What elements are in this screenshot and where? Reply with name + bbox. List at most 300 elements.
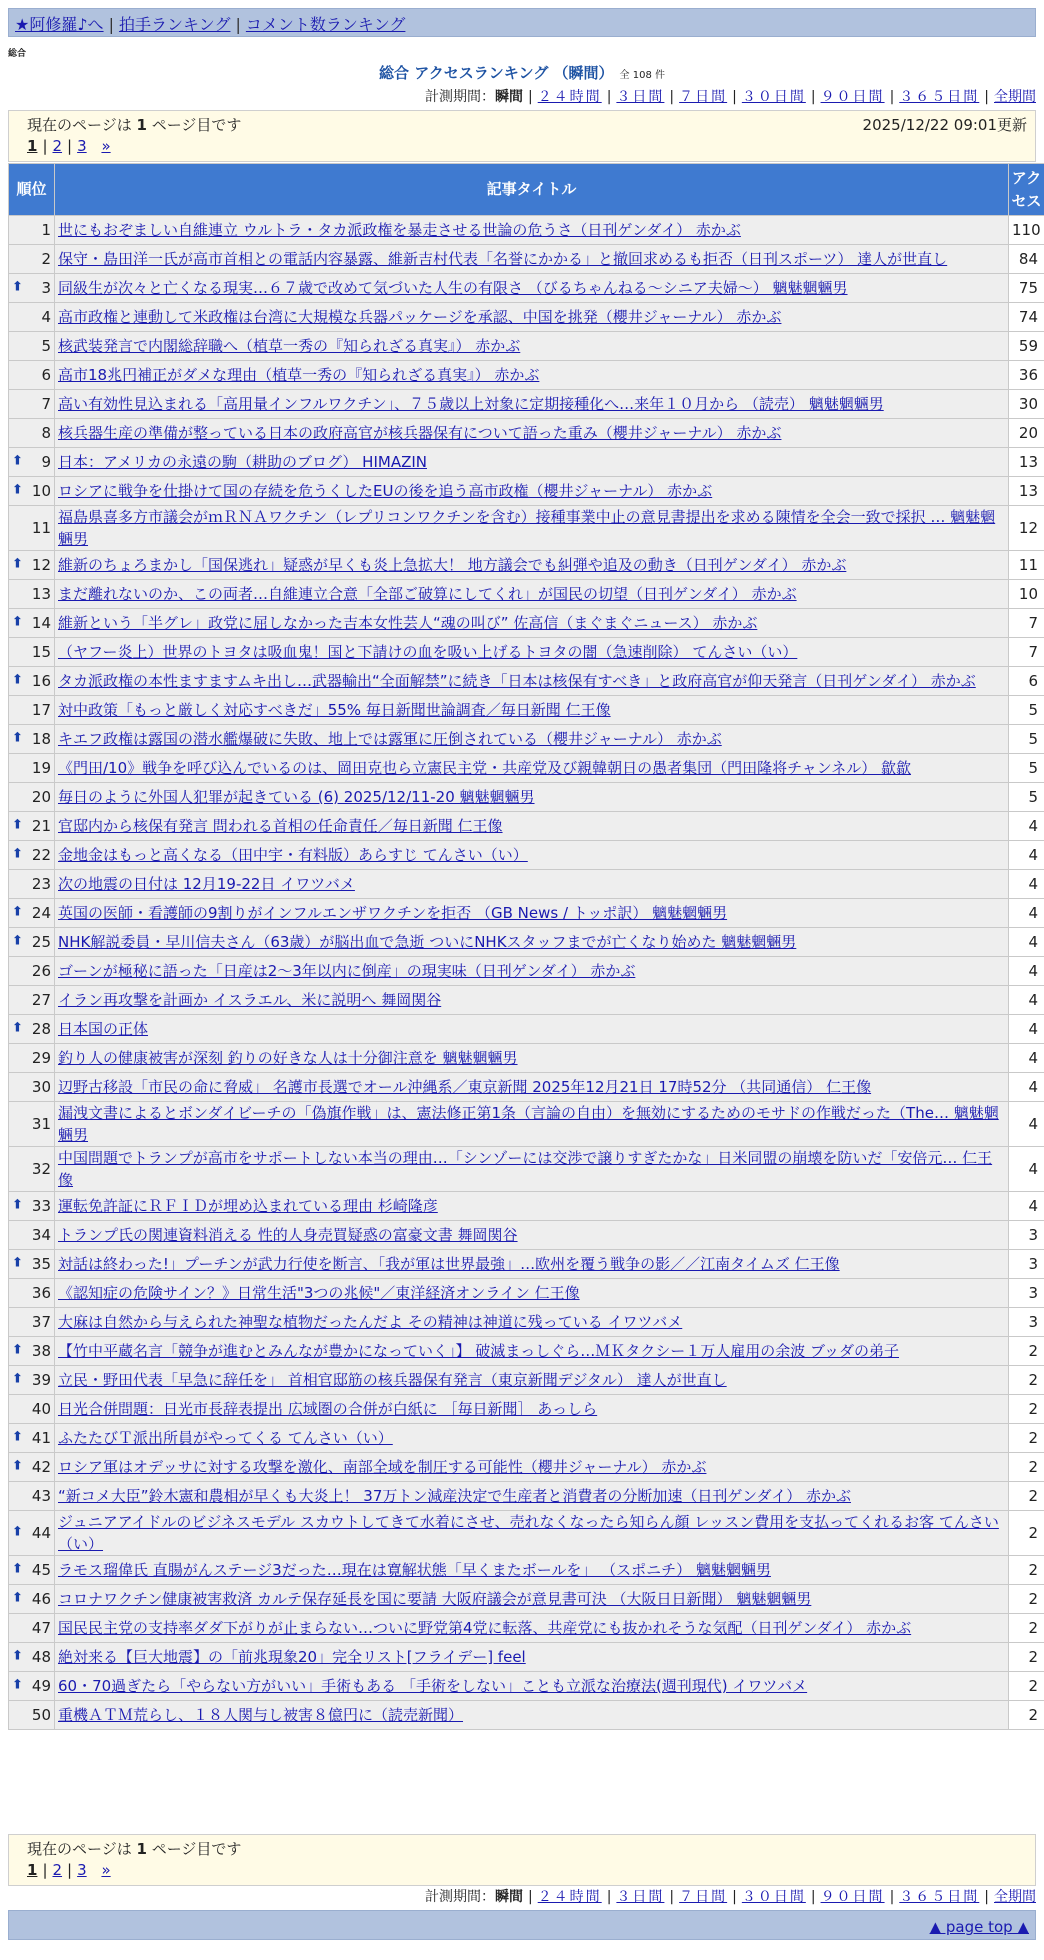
rank-cell bbox=[9, 216, 55, 245]
access-count: 4 bbox=[1009, 986, 1044, 1015]
up-arrow-icon: ⬆ bbox=[12, 1458, 23, 1474]
period-selector-bottom bbox=[425, 1886, 1036, 1906]
table-row bbox=[9, 986, 1044, 1015]
period-separator: | bbox=[669, 89, 675, 105]
rank-number: 28 bbox=[31, 1020, 51, 1038]
col-rank-header bbox=[9, 164, 55, 216]
period-separator: | bbox=[527, 89, 533, 105]
access-count: 2 bbox=[1009, 1366, 1044, 1395]
article-title-link[interactable]: 保守・島田洋一氏が高市首相との電話内容暴露、維新吉村代表「名誉にかかる」と撤回求めるも拒否（日刊スポーツ） 達人が世直し bbox=[58, 250, 948, 268]
article-title-link[interactable]: トランプ氏の関連資料消える 性的人身売買疑惑の富豪文書 舞岡関谷 bbox=[58, 1226, 518, 1244]
up-arrow-icon: ⬆ bbox=[12, 1255, 23, 1271]
access-count: 4 bbox=[1009, 1015, 1044, 1044]
rank-number: 27 bbox=[31, 991, 51, 1009]
rank-number: 13 bbox=[31, 585, 51, 603]
period-selected: 瞬間 bbox=[494, 1889, 523, 1905]
table-row bbox=[9, 638, 1044, 667]
article-title-link[interactable]: 中国問題でトランプが高市をサポートしない本当の理由…「シンゾーには交渉で譲りすぎたかな」日米同盟の崩壊を防いだ「安倍元… 仁王像 bbox=[58, 1149, 993, 1189]
article-title-link[interactable]: ゴーンが極秘に語った「日産は2〜3年以内に倒産」の現実味（日刊ゲンダイ） 赤かぶ bbox=[58, 962, 636, 980]
pager-page-link[interactable]: 2 bbox=[52, 137, 63, 155]
title-cell bbox=[55, 841, 1009, 870]
ranking-table bbox=[8, 163, 1044, 1730]
rank-number: 1 bbox=[41, 221, 51, 239]
table-row bbox=[9, 667, 1044, 696]
article-title-link[interactable]: コロナワクチン健康被害救済 カルテ保存延長を国に要請 大阪府議会が意見書可決 （大阪日日新聞） 魑魅魍魎男 bbox=[58, 1590, 812, 1608]
access-count: 5 bbox=[1009, 725, 1044, 754]
access-count: 4 bbox=[1009, 1044, 1044, 1073]
up-arrow-icon: ⬆ bbox=[12, 1342, 23, 1358]
pager-separator: | bbox=[42, 137, 48, 155]
article-title-link[interactable]: まだ離れないのか、この両者…自維連立合意「全部ご破算にしてくれ」が国民の切望（日刊ゲンダイ） 赤かぶ bbox=[58, 585, 797, 603]
rank-cell bbox=[9, 667, 55, 696]
comment-ranking-link[interactable]: コメント数ランキング bbox=[245, 15, 406, 34]
rank-cell bbox=[9, 1643, 55, 1672]
up-arrow-icon: ⬆ bbox=[12, 1429, 23, 1445]
rank-cell bbox=[9, 274, 55, 303]
access-count: 2 bbox=[1009, 1395, 1044, 1424]
section-label: 総合 bbox=[8, 49, 27, 59]
rank-cell bbox=[9, 1147, 55, 1192]
article-title-link[interactable]: 金地金はもっと高くなる（田中宇・有料版）あらすじ てんさい（い） bbox=[58, 846, 528, 864]
period-separator: | bbox=[606, 89, 612, 105]
title-cell bbox=[55, 551, 1009, 580]
title-cell bbox=[55, 725, 1009, 754]
access-count: 4 bbox=[1009, 1102, 1044, 1147]
rank-number: 49 bbox=[31, 1677, 51, 1695]
up-arrow-icon: ⬆ bbox=[12, 1677, 23, 1693]
table-row bbox=[9, 1672, 1044, 1701]
access-count: 3 bbox=[1009, 1308, 1044, 1337]
article-title-link[interactable]: ふたたびＴ派出所員がやってくる てんさい（い） bbox=[58, 1429, 393, 1447]
title-cell bbox=[55, 448, 1009, 477]
rank-cell bbox=[9, 1279, 55, 1308]
rank-number: 2 bbox=[41, 250, 51, 268]
access-count: 4 bbox=[1009, 1147, 1044, 1192]
rank-number: 6 bbox=[41, 366, 51, 384]
rank-cell bbox=[9, 361, 55, 390]
access-count: 5 bbox=[1009, 783, 1044, 812]
access-header-label: アクセス bbox=[1011, 168, 1042, 210]
article-title-link[interactable]: （ヤフー炎上）世界のトヨタは吸血鬼！国と下請けの血を吸い上げるトヨタの闇（急速削除） てんさい（い） bbox=[58, 643, 798, 661]
rank-cell bbox=[9, 1102, 55, 1147]
title-cell bbox=[55, 667, 1009, 696]
access-count: 11 bbox=[1009, 551, 1044, 580]
article-title-link[interactable]: 高市18兆円補正がダメな理由（植草一秀の『知られざる真実』） 赤かぶ bbox=[58, 366, 540, 384]
table-row bbox=[9, 1585, 1044, 1614]
rank-number: 29 bbox=[31, 1049, 51, 1067]
article-title-link[interactable]: 高市政権と連動して米政権は台湾に大規模な兵器パッケージを承認、中国を挑発（櫻井ジャーナル） 赤かぶ bbox=[58, 308, 782, 326]
article-title-link[interactable]: 次の地震の日付は 12月19-22日 イワツバメ bbox=[58, 875, 355, 893]
article-title-link[interactable]: 《門田/10》戦争を呼び込んでいるのは、岡田克也ら立憲民主党・共産党及び親韓朝日の愚者集団（門田隆将チャンネル） 歙歙 bbox=[58, 759, 912, 777]
article-title-link[interactable]: NHK解説委員・早川信夫さん（63歳）が脳出血で急逝 ついにNHKスタッフまでが亡くなり始めた 魑魅魍魎男 bbox=[58, 933, 797, 951]
article-title-link[interactable]: イラン再攻撃を計画か イスラエル、米に説明へ 舞岡関谷 bbox=[58, 991, 442, 1009]
pager-bottom bbox=[27, 1861, 1027, 1879]
title-cell bbox=[55, 1366, 1009, 1395]
rank-number: 33 bbox=[31, 1197, 51, 1215]
nav-separator: | bbox=[235, 15, 241, 34]
up-arrow-icon: ⬆ bbox=[12, 556, 23, 572]
rank-cell bbox=[9, 419, 55, 448]
article-title-link[interactable]: ロシア軍はオデッサに対する攻撃を激化、南部全域を制圧する可能性（櫻井ジャーナル） 赤かぶ bbox=[58, 1458, 707, 1476]
article-title-link[interactable]: 核武装発言で内閣総辞職へ（植草一秀の『知られざる真実』） 赤かぶ bbox=[58, 337, 521, 355]
rank-cell bbox=[9, 725, 55, 754]
period-option[interactable]: ９０日間 bbox=[820, 1889, 885, 1905]
period-option[interactable]: 全期間 bbox=[994, 1889, 1036, 1905]
up-arrow-icon: ⬆ bbox=[12, 614, 23, 630]
period-option[interactable]: 全期間 bbox=[994, 89, 1036, 105]
access-count: 4 bbox=[1009, 899, 1044, 928]
rank-cell bbox=[9, 448, 55, 477]
access-count: 84 bbox=[1009, 245, 1044, 274]
rank-cell bbox=[9, 332, 55, 361]
access-count: 36 bbox=[1009, 361, 1044, 390]
rank-number: 11 bbox=[31, 519, 51, 537]
rank-number: 41 bbox=[31, 1429, 51, 1447]
rank-number: 8 bbox=[41, 424, 51, 442]
rank-number: 3 bbox=[41, 279, 51, 297]
access-count: 3 bbox=[1009, 1279, 1044, 1308]
title-cell bbox=[55, 1701, 1009, 1730]
rank-cell bbox=[9, 812, 55, 841]
rank-number: 32 bbox=[31, 1160, 51, 1178]
table-row bbox=[9, 580, 1044, 609]
table-row bbox=[9, 274, 1044, 303]
pager-page-link[interactable]: 3 bbox=[77, 137, 87, 155]
rank-header-label: 順位 bbox=[16, 180, 47, 198]
rank-number: 24 bbox=[31, 904, 51, 922]
rank-number: 37 bbox=[31, 1313, 51, 1331]
rank-number: 19 bbox=[31, 759, 51, 777]
title-cell bbox=[55, 638, 1009, 667]
table-row bbox=[9, 390, 1044, 419]
table-row bbox=[9, 303, 1044, 332]
period-selected: 瞬間 bbox=[494, 89, 523, 105]
table-row bbox=[9, 551, 1044, 580]
period-separator: | bbox=[889, 89, 895, 105]
rank-number: 21 bbox=[31, 817, 51, 835]
rank-cell bbox=[9, 783, 55, 812]
rank-cell bbox=[9, 1073, 55, 1102]
table-row bbox=[9, 812, 1044, 841]
rank-number: 36 bbox=[31, 1284, 51, 1302]
title-cell bbox=[55, 1643, 1009, 1672]
rank-cell bbox=[9, 928, 55, 957]
access-count: 59 bbox=[1009, 332, 1044, 361]
rank-cell bbox=[9, 1221, 55, 1250]
period-separator: | bbox=[606, 1889, 612, 1905]
access-count: 4 bbox=[1009, 870, 1044, 899]
up-arrow-icon: ⬆ bbox=[12, 933, 23, 949]
table-row bbox=[9, 783, 1044, 812]
rank-cell bbox=[9, 1701, 55, 1730]
period-option[interactable]: ３６５日間 bbox=[899, 89, 980, 105]
period-separator: | bbox=[527, 1889, 533, 1905]
table-row bbox=[9, 899, 1044, 928]
up-arrow-icon: ⬆ bbox=[12, 1371, 23, 1387]
up-arrow-icon: ⬆ bbox=[12, 279, 23, 295]
article-title-link[interactable]: 維新のちょろまかし「国保逃れ」疑惑が早くも炎上急拡大！ 地方議会でも糾弾や追及の動き（日刊ゲンダイ） 赤かぶ bbox=[58, 556, 847, 574]
table-row bbox=[9, 725, 1044, 754]
access-count: 20 bbox=[1009, 419, 1044, 448]
rank-number: 10 bbox=[31, 482, 51, 500]
period-option[interactable]: ２４時間 bbox=[537, 89, 602, 105]
up-arrow-icon: ⬆ bbox=[12, 1197, 23, 1213]
rank-number: 35 bbox=[31, 1255, 51, 1273]
rank-cell bbox=[9, 957, 55, 986]
title-cell bbox=[55, 1672, 1009, 1701]
home-link[interactable]: ★阿修羅♪へ bbox=[15, 15, 104, 34]
period-option[interactable]: ３６５日間 bbox=[899, 1889, 980, 1905]
up-arrow-icon: ⬆ bbox=[12, 672, 23, 688]
article-title-link[interactable]: ジュニアアイドルのビジネスモデル スカウトしてきて水着にさせ、売れなくなったら知らん顔 レッスン費用を支払ってくれるお客 てんさい（い） bbox=[58, 1513, 999, 1553]
article-title-link[interactable]: 福島県喜多方市議会がｍＲＮＡワクチン（レプリコンワクチンを含む）接種事業中止の意見書提出を求める陳情を全会一致で採択 … 魑魅魍魎男 bbox=[58, 508, 996, 548]
rank-number: 18 bbox=[31, 730, 51, 748]
rank-number: 23 bbox=[31, 875, 51, 893]
rank-cell bbox=[9, 1482, 55, 1511]
article-title-link[interactable]: 運転免許証にＲＦＩＤが埋め込まれている理由 杉崎隆彦 bbox=[58, 1197, 438, 1215]
rank-cell bbox=[9, 506, 55, 551]
title-cell bbox=[55, 986, 1009, 1015]
rank-number: 40 bbox=[31, 1400, 51, 1418]
table-row bbox=[9, 1147, 1044, 1192]
article-title-link[interactable]: 【竹中平蔵名言「競争が進むとみんなが豊かになっていく」】 破滅まっしぐら…ＭＫタクシー１万人雇用の余波 ブッダの弟子 bbox=[58, 1342, 899, 1360]
title-cell bbox=[55, 1424, 1009, 1453]
title-cell bbox=[55, 1044, 1009, 1073]
rank-cell bbox=[9, 1585, 55, 1614]
table-row bbox=[9, 506, 1044, 551]
article-title-link[interactable]: 漏洩文書によるとボンダイビーチの「偽旗作戦」は、憲法修正第1条（言論の自由）を無効にするためのモサドの作戦だった（The… 魑魅魍魎男 bbox=[58, 1104, 999, 1144]
rank-cell bbox=[9, 1044, 55, 1073]
title-cell bbox=[55, 1250, 1009, 1279]
table-row bbox=[9, 1250, 1044, 1279]
rank-cell bbox=[9, 1015, 55, 1044]
rank-number: 20 bbox=[31, 788, 51, 806]
title-cell bbox=[55, 1614, 1009, 1643]
article-title-link[interactable]: ロシアに戦争を仕掛けて国の存続を危うくしたEUの後を追う高市政権（櫻井ジャーナル） 赤かぶ bbox=[58, 482, 713, 500]
table-row bbox=[9, 841, 1044, 870]
rank-number: 47 bbox=[31, 1619, 51, 1637]
access-count: 7 bbox=[1009, 638, 1044, 667]
access-count: 12 bbox=[1009, 506, 1044, 551]
article-title-link[interactable]: 国民民主党の支持率ダダ下がりが止まらない…ついに野党第4党に転落、共産党にも抜かれそうな気配（日刊ゲンダイ） 赤かぶ bbox=[58, 1619, 912, 1637]
period-option[interactable]: ３０日間 bbox=[741, 1889, 806, 1905]
title-cell bbox=[55, 274, 1009, 303]
rank-number: 34 bbox=[31, 1226, 51, 1244]
up-arrow-icon: ⬆ bbox=[12, 904, 23, 920]
pager-page-link[interactable]: 2 bbox=[52, 1861, 63, 1879]
pager-next-link[interactable]: » bbox=[101, 1861, 111, 1879]
table-row bbox=[9, 216, 1044, 245]
title-cell bbox=[55, 609, 1009, 638]
rank-cell bbox=[9, 1556, 55, 1585]
article-title-link[interactable]: 日本国の正体 bbox=[58, 1020, 149, 1038]
article-title-link[interactable]: 辺野古移設「市民の命に脅威」 名護市長選でオール沖縄系／東京新聞 2025年12月21日 17時52分 （共同通信） 仁王像 bbox=[58, 1078, 872, 1096]
rank-number: 14 bbox=[31, 614, 51, 632]
article-title-link[interactable]: 絶対来る【巨大地震】の「前兆現象20」完全リスト[フライデー] feel bbox=[58, 1648, 526, 1666]
period-separator: | bbox=[810, 1889, 816, 1905]
access-count: 4 bbox=[1009, 1192, 1044, 1221]
article-title-link[interactable]: 対中政策「もっと厳しく対応すべきだ」55% 毎日新聞世論調査／毎日新聞 仁王像 bbox=[58, 701, 611, 719]
rank-number: 15 bbox=[31, 643, 51, 661]
table-row bbox=[9, 1192, 1044, 1221]
access-count: 110 bbox=[1009, 216, 1044, 245]
title-cell bbox=[55, 696, 1009, 725]
rank-number: 50 bbox=[31, 1706, 51, 1724]
current-page-text: 現在のページは 1 ページ目です bbox=[27, 1840, 242, 1858]
access-count: 7 bbox=[1009, 609, 1044, 638]
title-cell bbox=[55, 361, 1009, 390]
pager-next-link[interactable]: » bbox=[101, 137, 111, 155]
rank-cell bbox=[9, 870, 55, 899]
article-title-link[interactable]: 核兵器生産の準備が整っている日本の政府高官が核兵器保有について語った重み（櫻井ジャーナル） 赤かぶ bbox=[58, 424, 782, 442]
rank-number: 7 bbox=[41, 395, 51, 413]
article-title-link[interactable]: 重機ＡＴＭ荒らし、１８人関与し被害８億円に（読売新聞） bbox=[58, 1706, 464, 1724]
article-title-link[interactable]: 日本：アメリカの永遠の駒（耕助のブログ） HIMAZIN bbox=[58, 453, 427, 471]
table-row bbox=[9, 448, 1044, 477]
table-row bbox=[9, 1308, 1044, 1337]
title-cell bbox=[55, 1192, 1009, 1221]
page-top-link[interactable]: ▲ page top ▲ bbox=[929, 1918, 1029, 1936]
pager-current: 1 bbox=[27, 1861, 38, 1879]
article-title-link[interactable]: 60・70過ぎたら「やらない方がいい」手術もある 「手術をしない」ことも立派な治療法(週刊現代) イワツバメ bbox=[58, 1677, 808, 1695]
table-row bbox=[9, 1424, 1044, 1453]
article-title-link[interactable]: 世にもおぞましい自維連立 ウルトラ・タカ派政権を暴走させる世論の危うさ（日刊ゲンダイ） 赤かぶ bbox=[58, 221, 741, 239]
rank-number: 46 bbox=[31, 1590, 51, 1608]
article-title-link[interactable]: キエフ政権は露国の潜水艦爆破に失敗、地上では露軍に圧倒されている（櫻井ジャーナル） 赤かぶ bbox=[58, 730, 722, 748]
access-count: 2 bbox=[1009, 1672, 1044, 1701]
article-title-link[interactable]: 大麻は自然から与えられた神聖な植物だったんだよ その精神は神道に残っている イワツバメ bbox=[58, 1313, 683, 1331]
table-row bbox=[9, 754, 1044, 783]
article-title-link[interactable]: 英国の医師・看護師の9割りがインフルエンザワクチンを拒否 （GB News / トッポ訳） 魑魅魍魎男 bbox=[58, 904, 728, 922]
access-count: 5 bbox=[1009, 754, 1044, 783]
pager-page-link[interactable]: 3 bbox=[77, 1861, 87, 1879]
table-row bbox=[9, 245, 1044, 274]
pager-current: 1 bbox=[27, 137, 38, 155]
up-arrow-icon: ⬆ bbox=[12, 1590, 23, 1606]
table-row bbox=[9, 870, 1044, 899]
article-title-link[interactable]: ラモス瑠偉氏 直腸がんステージ3だった…現在は寛解状態「早くまたボールを」 （スポニチ） 魑魅魍魎男 bbox=[58, 1561, 771, 1579]
rank-number: 42 bbox=[31, 1458, 51, 1476]
table-row bbox=[9, 1337, 1044, 1366]
title-cell bbox=[55, 506, 1009, 551]
up-arrow-icon: ⬆ bbox=[12, 453, 23, 469]
title-cell bbox=[55, 1482, 1009, 1511]
title-cell bbox=[55, 812, 1009, 841]
rank-number: 4 bbox=[41, 308, 51, 326]
article-title-link[interactable]: 官邸内から核保有発言 問われる首相の任命責任／毎日新聞 仁王像 bbox=[58, 817, 503, 835]
rank-cell bbox=[9, 1337, 55, 1366]
table-row bbox=[9, 1556, 1044, 1585]
period-separator: | bbox=[984, 1889, 989, 1905]
period-option[interactable]: ３日間 bbox=[616, 1889, 665, 1905]
article-title-link[interactable]: タカ派政権の本性ますますムキ出し…武器輸出“全面解禁”に続き「日本は核保有すべき」と政府高官が仰天発言（日刊ゲンダイ） 赤かぶ bbox=[58, 672, 976, 690]
rank-cell bbox=[9, 1395, 55, 1424]
title-cell bbox=[55, 1073, 1009, 1102]
article-title-link[interactable]: 《認知症の危険サイン？》日常生活"3つの兆候"／東洋経済オンライン 仁王像 bbox=[58, 1284, 580, 1302]
table-row bbox=[9, 1643, 1044, 1672]
table-row bbox=[9, 1395, 1044, 1424]
table-row bbox=[9, 1221, 1044, 1250]
up-arrow-icon: ⬆ bbox=[12, 1020, 23, 1036]
access-count: 2 bbox=[1009, 1482, 1044, 1511]
article-title-link[interactable]: 釣り人の健康被害が深刻 釣りの好きな人は十分御注意を 魑魅魍魎男 bbox=[58, 1049, 518, 1067]
page-info-top bbox=[8, 110, 1036, 162]
up-arrow-icon: ⬆ bbox=[12, 1561, 23, 1577]
title-cell bbox=[55, 1102, 1009, 1147]
period-option[interactable]: ９０日間 bbox=[820, 89, 885, 105]
table-row bbox=[9, 609, 1044, 638]
table-row bbox=[9, 477, 1044, 506]
title-cell bbox=[55, 1556, 1009, 1585]
access-count: 2 bbox=[1009, 1453, 1044, 1482]
period-label: 計測期間： bbox=[424, 1889, 495, 1905]
period-option[interactable]: ２４時間 bbox=[537, 1889, 602, 1905]
article-title-link[interactable]: 毎日のように外国人犯罪が起きている (6) 2025/12/11-20 魑魅魍魎男 bbox=[58, 788, 535, 806]
article-title-link[interactable]: 日光合併問題：日光市長辞表提出 広域圏の合併が白紙に ［毎日新聞］ あっしら bbox=[58, 1400, 598, 1418]
period-option[interactable]: ３０日間 bbox=[741, 89, 806, 105]
access-count: 13 bbox=[1009, 448, 1044, 477]
title-cell bbox=[55, 390, 1009, 419]
rank-number: 9 bbox=[41, 453, 51, 471]
period-separator: | bbox=[984, 89, 989, 105]
rank-cell bbox=[9, 1453, 55, 1482]
rank-cell bbox=[9, 899, 55, 928]
access-count: 2 bbox=[1009, 1337, 1044, 1366]
article-title-link[interactable]: 同級生が次々と亡くなる現実…６７歳で改めて気づいた人生の有限さ （びるちゃんねる〜シニア夫婦〜） 魑魅魍魎男 bbox=[58, 279, 848, 297]
rank-cell bbox=[9, 754, 55, 783]
table-row bbox=[9, 1279, 1044, 1308]
period-option[interactable]: ３日間 bbox=[616, 89, 665, 105]
title-cell bbox=[55, 477, 1009, 506]
rank-number: 31 bbox=[31, 1115, 51, 1133]
article-title-link[interactable]: 対話は終わった!」プーチンが武力行使を断言、「我が軍は世界最強」…欧州を覆う戦争の影／／江南タイムズ 仁王像 bbox=[58, 1255, 840, 1273]
table-row bbox=[9, 928, 1044, 957]
rank-number: 44 bbox=[31, 1524, 51, 1542]
title-cell bbox=[55, 870, 1009, 899]
rank-number: 22 bbox=[31, 846, 51, 864]
top-nav-bar bbox=[8, 8, 1036, 37]
clap-ranking-link[interactable]: 拍手ランキング bbox=[118, 15, 231, 34]
access-count: 4 bbox=[1009, 841, 1044, 870]
article-title-link[interactable]: 維新という「半グレ」政党に屈しなかった吉本女性芸人“魂の叫び” 佐高信（まぐまぐニュース） 赤かぶ bbox=[58, 614, 758, 632]
access-count: 4 bbox=[1009, 1073, 1044, 1102]
rank-cell bbox=[9, 390, 55, 419]
article-title-link[interactable]: 高い有効性見込まれる「高用量インフルワクチン」、７５歳以上対象に定期接種化へ…来年１０月から （読売） 魑魅魍魎男 bbox=[58, 395, 884, 413]
title-cell bbox=[55, 1147, 1009, 1192]
table-row bbox=[9, 1511, 1044, 1556]
access-count: 2 bbox=[1009, 1585, 1044, 1614]
period-label: 計測期間： bbox=[424, 89, 495, 105]
rank-number: 30 bbox=[31, 1078, 51, 1096]
period-option[interactable]: ７日間 bbox=[679, 89, 728, 105]
title-cell bbox=[55, 1308, 1009, 1337]
pager-spacer bbox=[87, 1861, 102, 1879]
access-count: 2 bbox=[1009, 1511, 1044, 1556]
pager-separator: | bbox=[67, 137, 73, 155]
period-option[interactable]: ７日間 bbox=[679, 1889, 728, 1905]
period-separator: | bbox=[732, 89, 737, 105]
rank-number: 25 bbox=[31, 933, 51, 951]
up-arrow-icon: ⬆ bbox=[12, 730, 23, 746]
up-arrow-icon: ⬆ bbox=[12, 1648, 23, 1664]
title-cell bbox=[55, 899, 1009, 928]
rank-cell bbox=[9, 303, 55, 332]
rank-cell bbox=[9, 1511, 55, 1556]
article-title-link[interactable]: “新コメ大臣”鈴木憲和農相が早くも大炎上！ 37万トン減産決定で生産者と消費者の分断加速（日刊ゲンダイ） 赤かぶ bbox=[58, 1487, 851, 1505]
period-selector-top bbox=[425, 86, 1036, 106]
article-title-link[interactable]: 立民・野田代表「早急に辞任を」 首相官邸筋の核兵器保有発言（東京新聞デジタル） 達人が世直し bbox=[58, 1371, 727, 1389]
rank-cell bbox=[9, 1672, 55, 1701]
